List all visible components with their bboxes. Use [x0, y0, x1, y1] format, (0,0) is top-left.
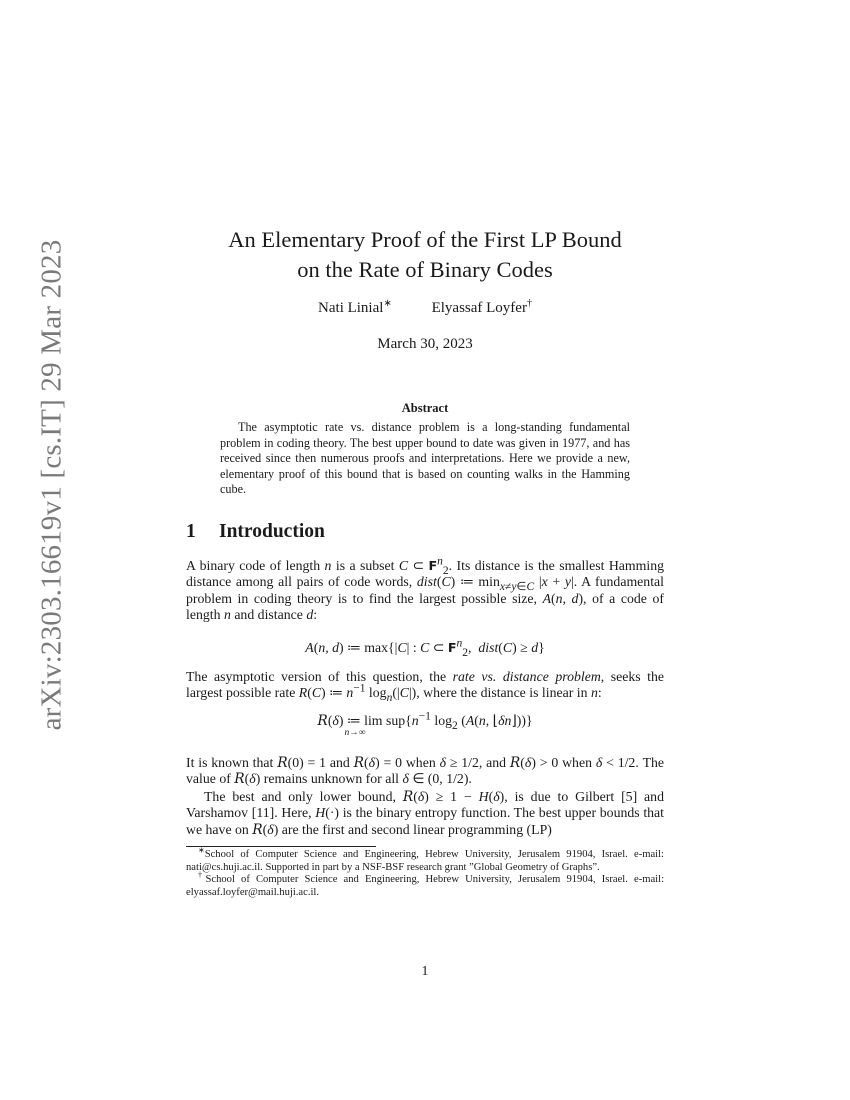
equation-rate-definition: R(δ) ≔ $\lim sup\{n^{-1}$ $\log_2 (A(n$, ⌊δn⌋))} n→∞: [317, 710, 533, 738]
footnote-1: ∗School of Computer Science and Engineering, Hebrew University, Jerusalem 91904, Israel. e-mail: nati@cs.huji.ac.il. Supported in part by a NSF-BSF research grant ”Global Geometry of Graphs”.: [186, 845, 664, 873]
footnotes: [186, 845, 665, 899]
author-footnote-mark: ∗: [383, 298, 392, 309]
section-title: Introduction: [219, 521, 325, 542]
intro-paragraph-3: It is known that R(0) = 1 and R(δ) = 0 when δ ≥ 1/2, and R(δ) > 0 when δ < 1/2. The value of R(δ) remains unknown for all δ ∈ (0, 1/2).: [186, 755, 665, 788]
author-name: Elyassaf Loyfer: [431, 300, 527, 316]
author-list: [0, 300, 850, 317]
paper-title: [0, 225, 850, 285]
paper-date: March 30, 2023: [377, 336, 473, 352]
intro-paragraph-2: The asymptotic version of this question, the rate vs. distance problem, seeks the largest possible rate R(C) ≔ $n^{-1}$ $\log_n(|C|)$, where the distance is linear in n:: [186, 669, 664, 705]
equation-max-code-size: A(n, d) ≔ max{|C| : C ⊂ $F^n_2$, dist(C) ≥ d}: [305, 637, 545, 659]
author-name: Nati Linial: [318, 300, 384, 316]
abstract-heading: Abstract: [401, 401, 449, 415]
title-line-1: An Elementary Proof of the First LP Bound: [228, 227, 622, 252]
intro-paragraph-1: A binary code of length n is a subset C ⊂ $F^n_2$. Its distance is the smallest Hamming distance among all pairs of code words, dist(C) ≔ $\min_{x\ne y\in C} |x + y|$. A fundamental problem in coding theory is to find the largest possible size, A(n, d), of a code of length n and distance d:: [186, 555, 665, 622]
intro-paragraph-4: The best and only lower bound, R(δ) ≥ 1 − H(δ), is due to Gilbert [5] and Varshamov [11]. Here, H(·) is the binary entropy function. The best upper bounds that we have on R(δ) are the first and second linear programming (LP): [186, 789, 665, 838]
section-number: 1: [186, 521, 196, 542]
footnote-2: †School of Computer Science and Engineering, Hebrew University, Jerusalem 91904, Israel. e-mail: elyassaf.loyfer@mail.huji.ac.il.: [186, 870, 665, 898]
arxiv-identifier-stamp: arXiv:2303.16619v1 [cs.IT] 29 Mar 2023: [35, 239, 68, 731]
page-number: 1: [421, 963, 429, 978]
author-2: [432, 300, 532, 316]
abstract-text: The asymptotic rate vs. distance problem is a long-standing fundamental problem in coding theory. The best upper bound to date was given in 1977, and has received since then numerous proofs and interpretations. Here we provide a new, elementary proof of this bound that is based on counting walks in the Hamming cube.: [220, 420, 630, 496]
title-line-2: on the Rate of Binary Codes: [297, 257, 553, 282]
footnote-rule: [186, 846, 376, 847]
author-footnote-mark: †: [526, 298, 532, 309]
section-heading: [186, 521, 325, 543]
author-1: [318, 300, 392, 316]
